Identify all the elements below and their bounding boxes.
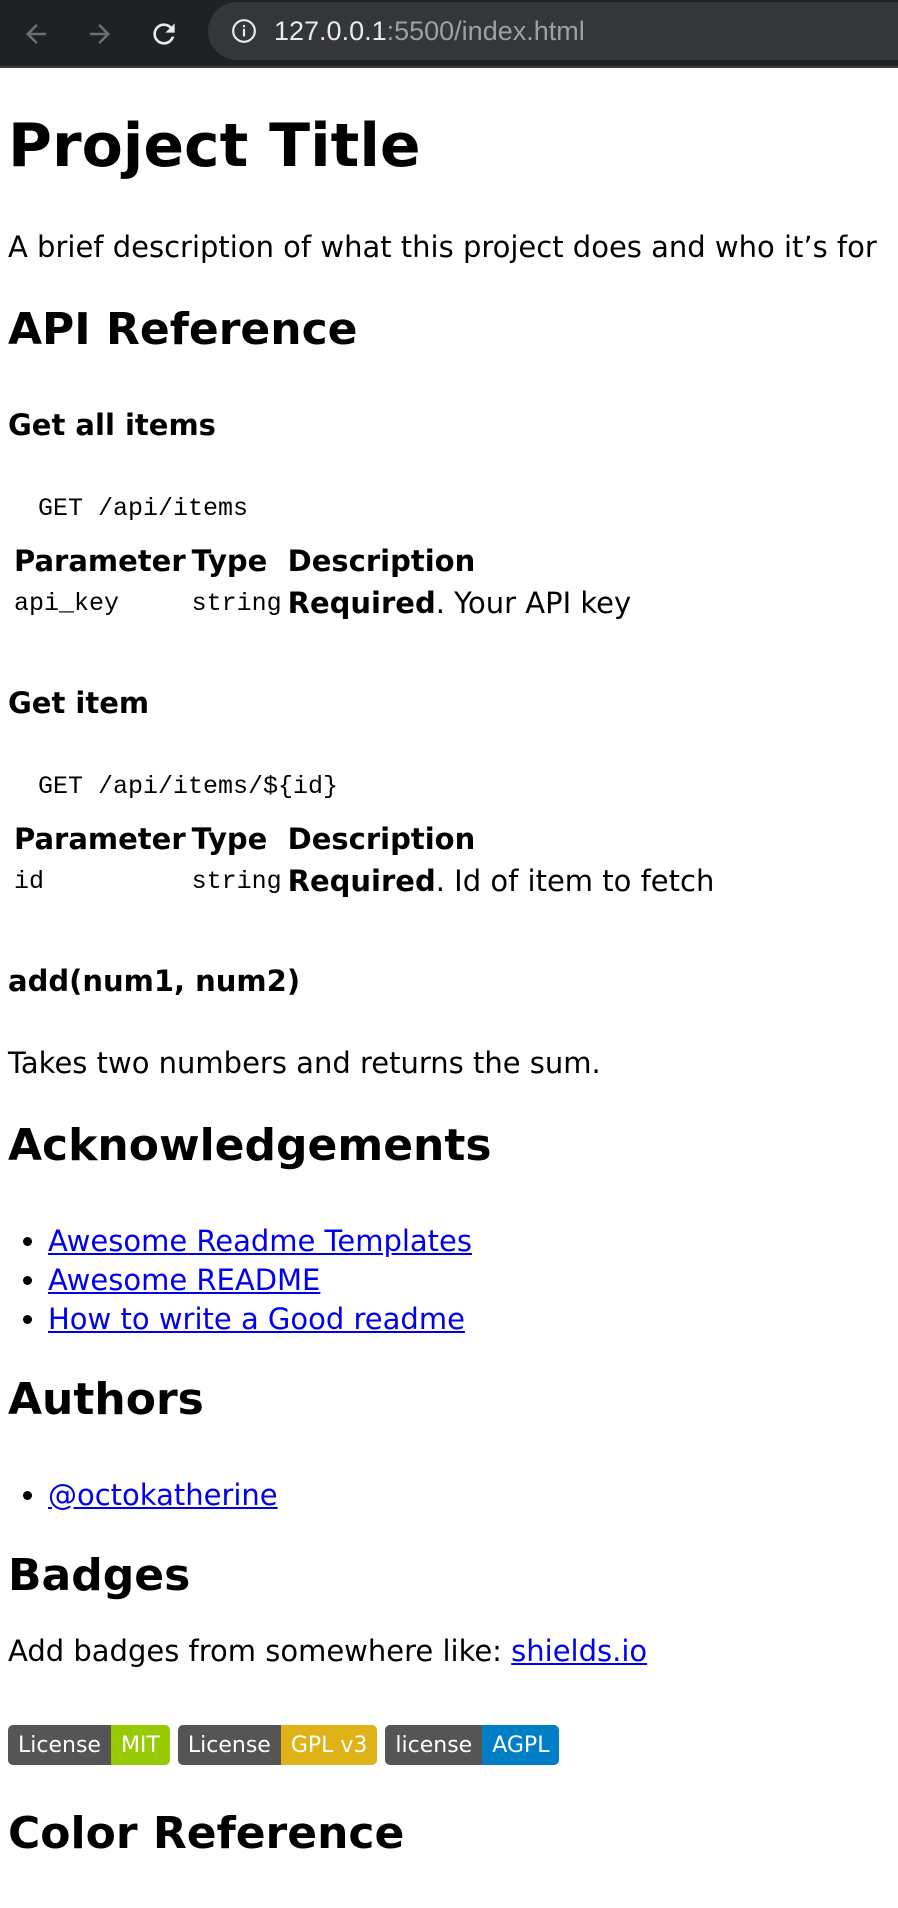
list-item xyxy=(48,1300,472,1339)
badges-heading: Badges xyxy=(8,1550,191,1601)
badge-value: MIT xyxy=(111,1725,170,1765)
description-text: . Id of item to fetch xyxy=(435,864,715,898)
param-type: string xyxy=(191,588,282,618)
reload-button[interactable] xyxy=(144,14,184,54)
url-path: :5500/index.html xyxy=(386,15,585,46)
back-button[interactable] xyxy=(16,14,56,54)
badge-label: License xyxy=(178,1725,281,1765)
required-label: Required xyxy=(287,864,436,898)
color-reference-heading: Color Reference xyxy=(8,1808,405,1859)
license-badge-agpl[interactable] xyxy=(385,1725,559,1765)
info-icon[interactable] xyxy=(230,17,258,45)
badge-row xyxy=(8,1725,559,1765)
arrow-left-icon xyxy=(21,19,51,49)
badges-intro xyxy=(8,1634,647,1669)
function-title: add(num1, num2) xyxy=(8,964,301,998)
badge-value: GPL v3 xyxy=(281,1725,378,1765)
api-reference-heading: API Reference xyxy=(8,304,358,355)
ack-link[interactable]: Awesome README xyxy=(48,1263,321,1297)
reload-icon xyxy=(148,18,180,50)
column-header: Type xyxy=(191,822,268,856)
params-table xyxy=(8,538,637,620)
ack-link[interactable]: How to write a Good readme xyxy=(48,1302,465,1336)
column-header: Description xyxy=(287,822,476,856)
badge-label: License xyxy=(8,1725,111,1765)
acknowledgements-list xyxy=(0,1222,472,1339)
url-text[interactable] xyxy=(274,16,585,47)
badge-label: license xyxy=(385,1725,482,1765)
url-host: 127.0.0.1 xyxy=(274,15,387,46)
author-link[interactable]: @octokatherine xyxy=(48,1478,278,1512)
param-name: id xyxy=(14,866,45,896)
license-badge-mit[interactable] xyxy=(8,1725,170,1765)
badge-value: AGPL xyxy=(482,1725,559,1765)
forward-button[interactable] xyxy=(80,14,120,54)
badges-intro-text: Add badges from somewhere like: xyxy=(8,1634,512,1668)
list-item xyxy=(48,1476,278,1515)
page-title: Project Title xyxy=(8,111,421,181)
address-bar[interactable] xyxy=(208,2,898,60)
authors-heading: Authors xyxy=(8,1374,204,1425)
list-item xyxy=(48,1222,472,1261)
column-header: Description xyxy=(287,544,476,578)
column-header: Parameter xyxy=(14,822,186,856)
acknowledgements-heading: Acknowledgements xyxy=(8,1120,492,1171)
endpoint-code: GET /api/items/${id} xyxy=(38,772,339,801)
description-text: . Your API key xyxy=(435,586,632,620)
license-badge-gpl[interactable] xyxy=(178,1725,378,1765)
ack-link[interactable]: Awesome Readme Templates xyxy=(48,1224,472,1258)
column-header: Parameter xyxy=(14,544,186,578)
params-table xyxy=(8,816,720,898)
function-description: Takes two numbers and returns the sum. xyxy=(8,1046,601,1080)
param-type: string xyxy=(191,866,282,896)
endpoint-code: GET /api/items xyxy=(38,494,249,523)
browser-toolbar xyxy=(0,0,898,68)
list-item xyxy=(48,1261,472,1300)
param-name: api_key xyxy=(14,588,120,618)
shields-link[interactable]: shields.io xyxy=(511,1634,648,1668)
project-description: A brief description of what this project does and who it’s for xyxy=(8,230,877,264)
required-label: Required xyxy=(287,586,436,620)
endpoint-title: Get item xyxy=(8,686,150,720)
param-description xyxy=(288,586,632,620)
endpoint-title: Get all items xyxy=(8,408,216,442)
column-header: Type xyxy=(191,544,268,578)
param-description xyxy=(288,864,715,898)
authors-list xyxy=(0,1476,278,1515)
arrow-right-icon xyxy=(85,19,115,49)
